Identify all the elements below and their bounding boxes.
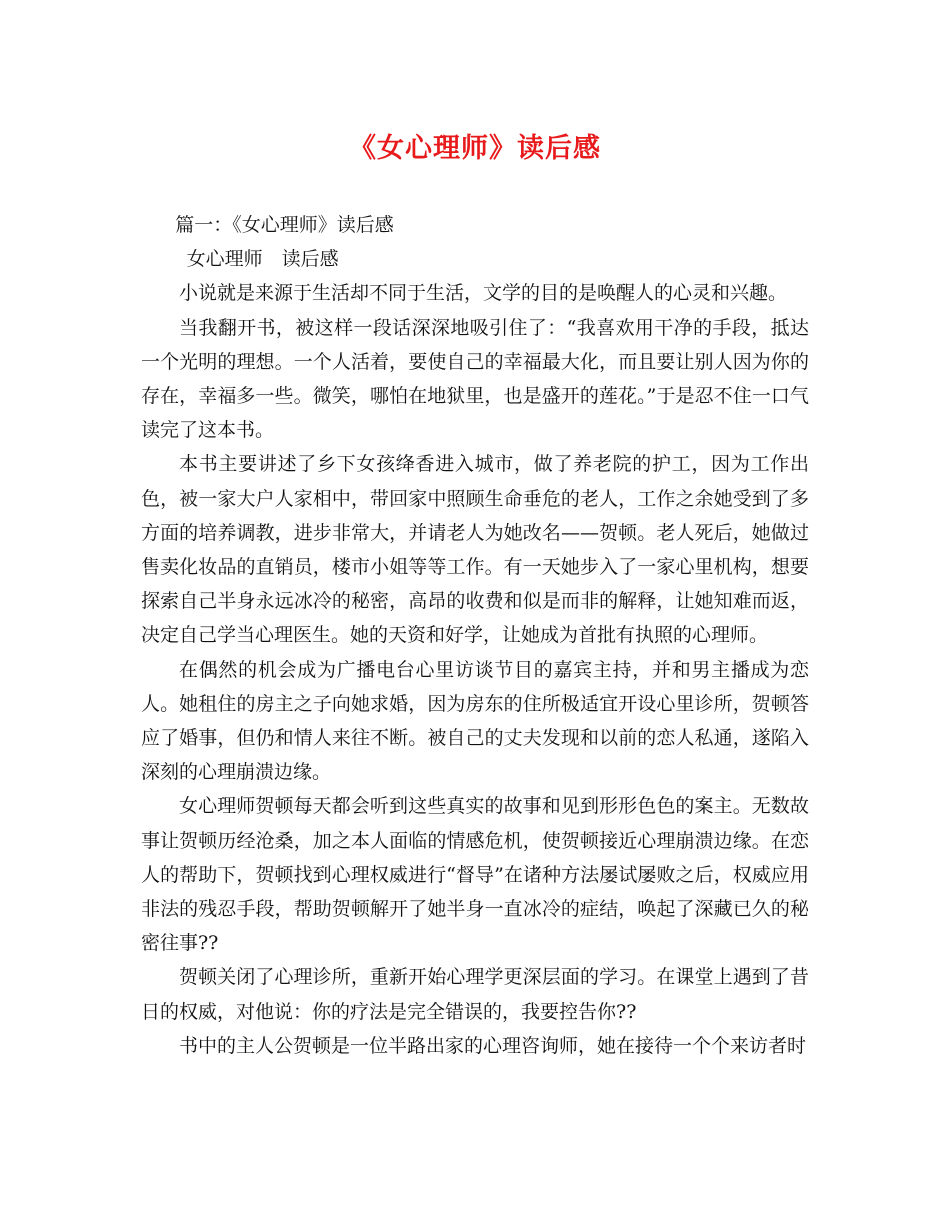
document-title: 《女心理师》读后感	[349, 133, 601, 164]
paragraph: 贺顿关闭了心理诊所，重新开始心理学更深层面的学习。在课堂上遇到了昔日的权威，对他说：你的疗法是完全错误的，我要控告你??	[141, 966, 809, 1023]
paragraph: 女心理师贺顿每天都会听到这些真实的故事和见到形形色色的案主。无数故事让贺顿历经沧桑，加之本人面临的情感危机，使贺顿接近心理崩溃边缘。在恋人的帮助下，贺顿找到心理权威进行“督导”在诸种方法屡试屡败之后，权威应用非法的残忍手段，帮助贺顿解开了她半身一直冰冷的症结，唤起了深藏已久的秘密往事??	[141, 795, 809, 955]
section-subheading: 女心理师 读后感	[186, 248, 339, 271]
paragraph: 书中的主人公贺顿是一位半路出家的心理咨询师，她在接待一个个来访者时	[179, 1034, 807, 1057]
paragraph: 在偶然的机会成为广播电台心里访谈节目的嘉宾主持，并和男主播成为恋人。她租住的房主之子向她求婚，因为房东的住所极适宜开设心里诊所，贺顿答应了婚事，但仍和情人来往不断。被自己的丈夫发现和以前的恋人私通，遂陷入深刻的心理崩溃边缘。	[141, 658, 809, 784]
paragraph: 小说就是来源于生活却不同于生活，文学的目的是唤醒人的心灵和兴趣。	[179, 282, 788, 305]
paragraph: 本书主要讲述了乡下女孩绛香进入城市，做了养老院的护工，因为工作出色，被一家大户人家相中，带回家中照顾生命垂危的老人，工作之余她受到了多方面的培养调教，进步非常大，并请老人为她改名——贺顿。老人死后，她做过售卖化妆品的直销员，楼市小姐等等工作。有一天她步入了一家心里机构，想要探索自己半身永远冰冷的秘密，高昂的收费和似是而非的解释，让她知难而返，决定自己学当心理医生。她的天资和好学，让她成为首批有执照的心理师。	[141, 453, 809, 647]
paragraph: 当我翻开书，被这样一段话深深地吸引住了：“我喜欢用干净的手段，抵达一个光明的理想。一个人活着，要使自己的幸福最大化，而且要让别人因为你的存在，幸福多一些。微笑，哪怕在地狱里，也是盛开的莲花。”于是忍不住一口气读完了这本书。	[141, 316, 809, 442]
section-heading: 篇一：《女心理师》读后感	[175, 214, 394, 236]
document-body	[141, 208, 809, 1063]
